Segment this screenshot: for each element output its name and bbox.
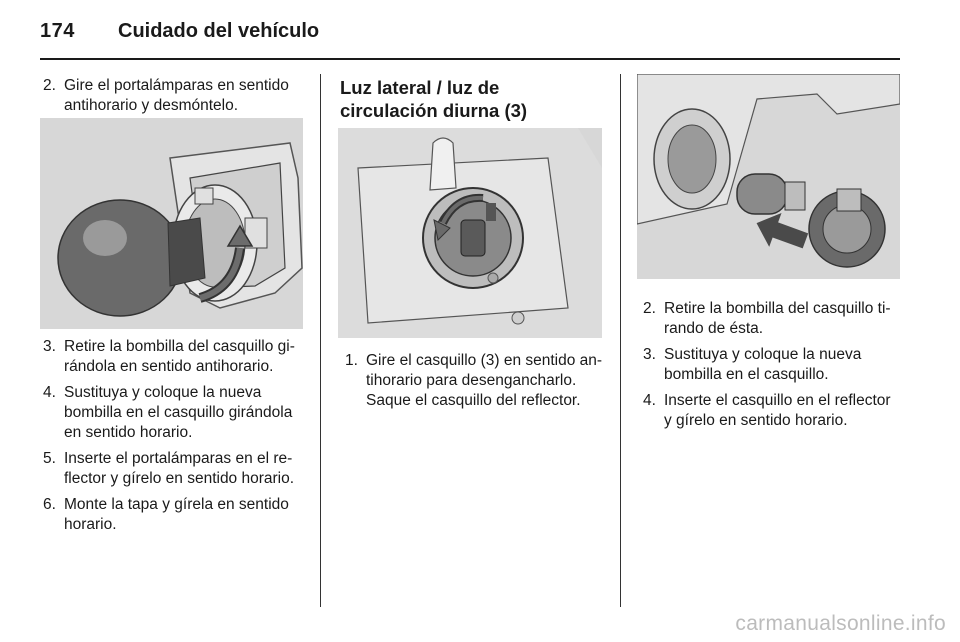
steps-list	[40, 76, 302, 116]
column-1-bottom	[40, 337, 304, 541]
page-number: 174	[40, 20, 75, 42]
list-item	[40, 449, 304, 489]
watermark: carmanualsonline.info	[735, 612, 946, 635]
column-2-bottom	[342, 351, 604, 417]
step-text: Monte la tapa y gírela en sentido horario.	[64, 496, 289, 533]
step-text: Inserte el portalámparas en el re-flector y gírelo en sentido horario.	[64, 450, 295, 487]
column-1-top	[40, 76, 302, 122]
step-text: Inserte el casquillo en el reflector y gírelo en sentido horario.	[664, 392, 891, 429]
step-text: Retire la bombilla del casquillo ti-rando de ésta.	[664, 300, 891, 337]
column-3-bottom	[640, 299, 902, 437]
bulb-removal-illustration	[637, 74, 900, 279]
list-item	[40, 76, 302, 116]
step-text: Gire el portalámparas en sentido antihorario y desmóntelo.	[64, 77, 289, 114]
list-item	[640, 391, 902, 431]
list-item	[40, 495, 304, 535]
step-number: 6.	[43, 496, 56, 513]
step-number: 3.	[643, 346, 656, 363]
step-text: Gire el casquillo (3) en sentido an-tihorario para desengancharlo. Saque el casquillo del reflector.	[366, 352, 603, 409]
step-number: 2.	[643, 300, 656, 317]
bulb-holder-illustration	[40, 118, 303, 329]
list-item	[342, 351, 604, 411]
step-text: Retire la bombilla del casquillo gi-rándola en sentido antihorario.	[64, 338, 295, 375]
list-item	[40, 383, 304, 443]
step-number: 2.	[43, 77, 56, 94]
steps-list	[342, 351, 604, 411]
step-number: 5.	[43, 450, 56, 467]
steps-list	[640, 299, 902, 431]
list-item	[40, 337, 304, 377]
reflector-socket-illustration	[338, 128, 602, 338]
list-item	[640, 299, 902, 339]
steps-list	[40, 337, 304, 535]
step-number: 1.	[345, 352, 358, 369]
step-text: Sustituya y coloque la nueva bombilla en el casquillo.	[664, 346, 862, 383]
list-item	[640, 345, 902, 385]
column-divider	[320, 74, 321, 607]
step-number: 3.	[43, 338, 56, 355]
column-divider	[620, 74, 621, 607]
header-divider	[40, 58, 900, 60]
step-number: 4.	[43, 384, 56, 401]
step-number: 4.	[643, 392, 656, 409]
column-2-top	[340, 76, 602, 122]
page-title: Cuidado del vehículo	[118, 20, 320, 42]
step-text: Sustituya y coloque la nueva bombilla en el casquillo girándola en sentido horario.	[64, 384, 293, 441]
section-title: Luz lateral / luz de circulación diurna (3)	[340, 77, 528, 121]
